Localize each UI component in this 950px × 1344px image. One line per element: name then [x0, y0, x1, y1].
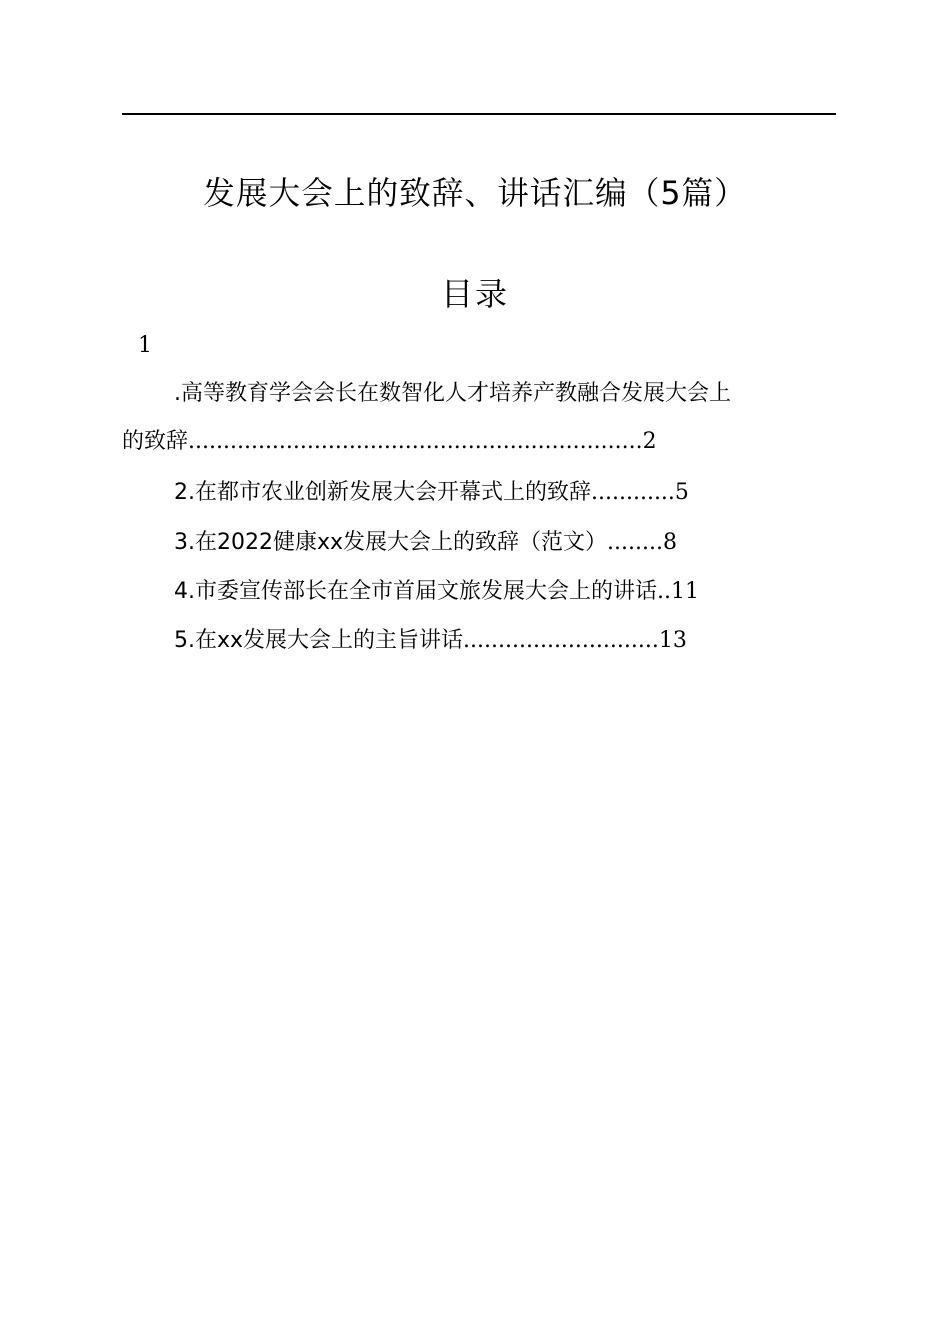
toc-entry-4-page: 11 [671, 579, 699, 604]
toc-entry-5-title: 5.在xx发展大会上的主旨讲话 [174, 628, 464, 653]
toc-entry-2[interactable] [174, 476, 689, 510]
toc-entry-4-title: 4.市委宣传部长在全市首届文旅发展大会上的讲话 [174, 579, 657, 604]
toc-entry-3-leader: ........ [607, 530, 663, 555]
header-rule [122, 113, 836, 115]
toc-entry-3-title: 3.在2022健康xx发展大会上的致辞（范文） [174, 530, 608, 555]
toc-entry-2-leader: ............ [591, 480, 675, 505]
document-title: 发展大会上的致辞、讲话汇编（5篇） [203, 176, 747, 212]
toc-entry-3-page: 8 [662, 530, 677, 555]
toc-entry-5-page: 13 [658, 628, 687, 653]
toc-entry-1-title-cont: 的致辞 [122, 429, 189, 454]
list-number-marker: 1 [138, 333, 152, 358]
toc-entry-5[interactable] [174, 624, 687, 658]
toc-entry-3[interactable] [174, 526, 677, 560]
toc-entry-1-page: 2 [642, 429, 657, 454]
toc-entry-1-title: .高等教育学会会长在数智化人才培养产教融合发展大会上 [174, 381, 731, 406]
toc-entry-2-title: 2.在都市农业创新发展大会开幕式上的致辞 [174, 480, 591, 505]
toc-entry-4[interactable] [174, 575, 699, 609]
toc-heading: 目录 [440, 275, 509, 313]
toc-entry-1-line1[interactable] [174, 377, 731, 411]
toc-entry-1-line2[interactable] [122, 425, 657, 459]
toc-entry-2-page: 5 [674, 480, 689, 505]
toc-entry-1-leader: ................................................................. [188, 429, 643, 454]
toc-entry-4-leader: .. [657, 579, 671, 604]
toc-entry-5-leader: ............................ [463, 628, 659, 653]
